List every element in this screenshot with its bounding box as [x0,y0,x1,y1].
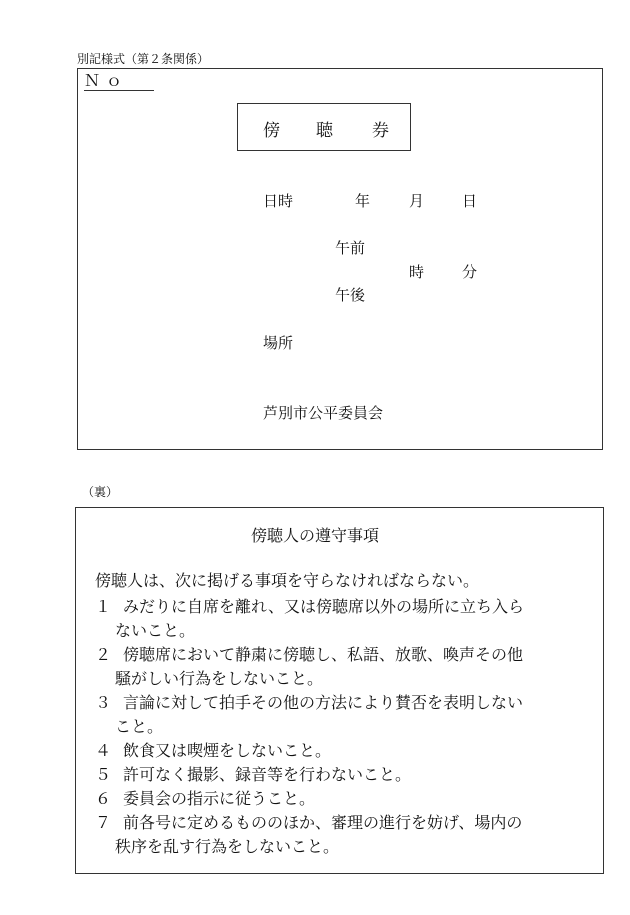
ticket-title-char-2: 聴 [316,121,333,141]
rule-item-3-continued: こと。 [115,717,164,736]
rule-text: 前各号に定めるもののほか、審理の進行を妨げ、場内の [123,813,523,832]
rule-item-2 [95,643,523,667]
back-side-label: （裏） [82,485,119,499]
rule-text: みだりに自席を離れ、又は傍聴席以外の場所に立ち入ら [123,597,524,616]
rule-number: ６ [95,789,112,808]
rule-item-7 [95,811,522,835]
ticket-number-label: Ｎｏ [84,71,154,91]
ticket-title-char-3: 券 [372,121,389,141]
year-label: 年 [355,192,371,210]
rule-text: 言論に対して拍手その他の方法により賛否を表明しない [123,693,524,712]
ticket-title-box [237,103,411,151]
rule-text: 委員会の指示に従うこと。 [123,789,316,808]
rule-number: ５ [95,765,112,784]
rule-item-5 [95,763,411,787]
day-label: 日 [462,192,478,210]
month-label: 月 [409,192,425,210]
am-label: 午前 [335,239,366,257]
rule-item-1-continued: ないこと。 [115,621,196,640]
ticket-title-char-1: 傍 [263,121,280,141]
minute-label: 分 [462,263,478,281]
rule-item-2-continued: 騒がしい行為をしないこと。 [115,669,324,688]
date-label: 日時 [263,192,294,210]
pm-label: 午後 [335,286,366,304]
rule-number: ４ [95,741,112,760]
rule-text: 許可なく撮影、録音等を行わないこと。 [123,765,412,784]
place-label: 場所 [263,334,294,352]
rule-item-1 [95,595,524,619]
rule-number: ３ [95,693,112,712]
rule-number: ７ [95,813,112,832]
rule-number: ２ [95,645,112,664]
rule-text: 傍聴席において静粛に傍聴し、私語、放歌、喚声その他 [123,645,524,664]
rule-text: 飲食又は喫煙をしないこと。 [123,741,332,760]
rule-item-3 [95,691,523,715]
form-label: 別記様式（第２条関係） [77,52,210,66]
hour-label: 時 [409,263,425,281]
rule-number: １ [95,597,112,616]
rules-intro: 傍聴人は、次に掲げる事項を守らなければならない。 [95,571,480,590]
issuer-name: 芦別市公平委員会 [263,404,384,422]
rules-title: 傍聴人の遵守事項 [250,526,379,545]
rule-item-7-continued: 秩序を乱す行為をしないこと。 [115,837,340,856]
rule-item-6 [95,787,315,811]
rule-item-4 [95,739,331,763]
